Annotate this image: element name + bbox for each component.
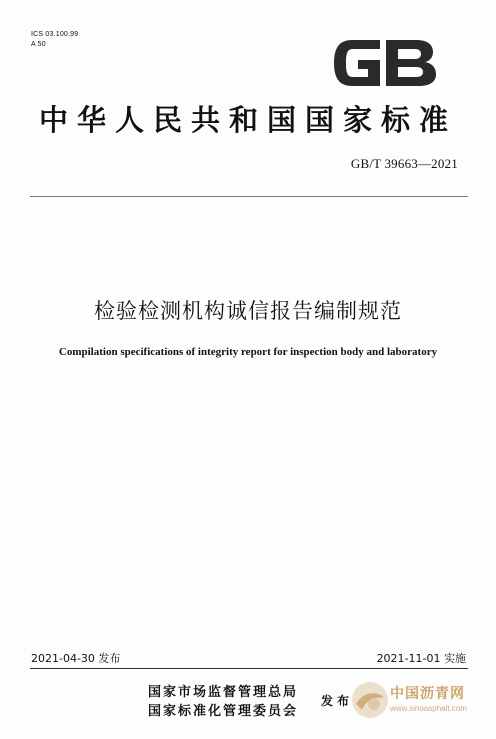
gb-logo — [330, 34, 440, 92]
top-divider — [30, 196, 468, 197]
watermark-url: www.sinoasphalt.com — [390, 704, 467, 713]
title-chinese: 检验检测机构诚信报告编制规范 — [94, 299, 402, 323]
publish-date: 2021-04-30 发布 — [31, 652, 121, 665]
watermark-logo-icon — [350, 680, 390, 720]
watermark-name: 中国沥青网 — [390, 686, 465, 702]
issuer-sac: 国家标准化管理委员会 — [148, 704, 299, 719]
issue-label: 发布 — [321, 694, 354, 708]
ccs-code: A 50 — [31, 41, 46, 48]
standard-number: GB/T 39663—2021 — [350, 156, 458, 171]
issuer-samr: 国家市场监督管理总局 — [148, 685, 299, 700]
ics-code: ICS 03.100.99 — [31, 31, 79, 38]
implement-date: 2021-11-01 实施 — [376, 652, 466, 665]
issuing-authorities — [148, 683, 298, 721]
national-standard-headline: 中华人民共和国国家标准 — [38, 103, 457, 137]
bottom-divider — [30, 668, 468, 669]
title-english: Compilation specifications of integrity report for inspection body and laboratory — [58, 346, 438, 358]
